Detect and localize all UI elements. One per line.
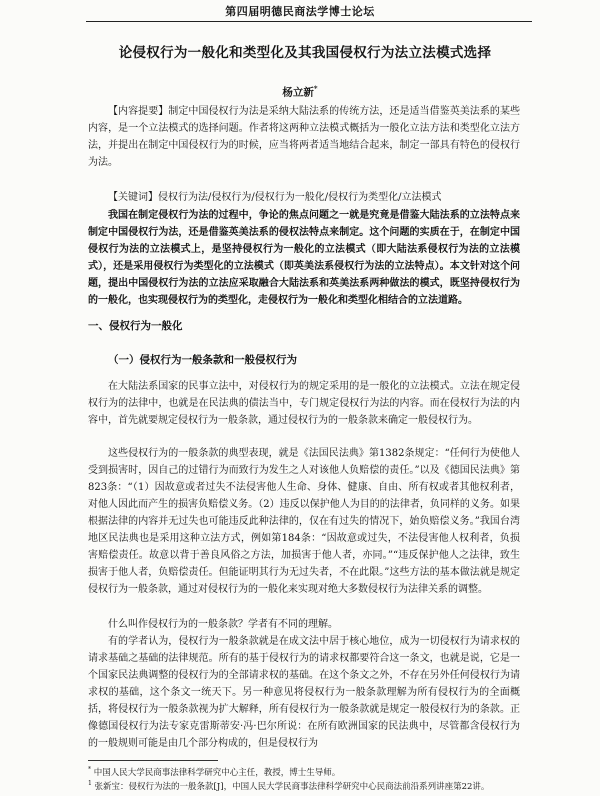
author-line (0, 84, 600, 100)
subsection-heading: （一）侵权行为一般条款和一般侵权行为 (108, 354, 297, 366)
author-name: 杨立新 (282, 86, 314, 99)
footnote-rule (88, 760, 218, 761)
author-footnote-mark: * (313, 84, 318, 93)
paper-title: 论侵权行为一般化和类型化及其我国侵权行为法立法模式选择 (118, 45, 492, 61)
body-paragraph: 什么叫作侵权行为的一般条款？学者有不同的理解。 (108, 619, 338, 630)
introduction: 我国在制定侵权行为法的过程中，争论的焦点问题之一就是究竟是借鉴大陆法系的立法特点来制定中国侵权行为法，还是借鉴英美法系的侵权法特点来制定。这个问题的实质在于，在制定中国侵权行为法的立法模式上，是坚持侵权行为一般化的立法模式（即大陆法系侵权行为法的立法模式），还是采用侵权行为类型化的立法模式（即英美法系侵权行为法的立法特点）。本文针对这个问题，提出中国侵权行为法的立法应采取融合大陆法系和英美法系两种做法的模式，既坚持侵权行为的一般化，也实现侵权行为的类型化，走侵权行为一般化和类型化相结合的立法道路。 (88, 210, 520, 306)
keywords: 【关键词】侵权行为法/侵权行为/侵权行为一般化/侵权行为类型化/立法模式 (108, 192, 442, 203)
footnote-mark: 1 (88, 780, 92, 787)
body-paragraph: 有的学者认为，侵权行为一般条款就是在成文法中居于核心地位，成为一切侵权行为请求权的请求基础之基础的法律规范。所有的基于侵权行为的请求权都要符合这一条文，也就是说，它是一个国家民法典调整的侵权行为的全部请求权的基础。在这个条文之外，不存在另外任何侵权行为请求权的基础，这个条文一统天下。另一种意见将侵权行为一般条款理解为所有侵权行为的全面概括，将侵权行为一般条款视为扩大解释，所有侵权行为一般条款就是规定一般侵权行为的条款。正像德国侵权行为法专家克雷斯蒂安·冯·巴尔所说：在所有欧洲国家的民法典中，尽管都含侵权行为的一般规则可能是由几个部分构成的，但是侵权行为 (88, 636, 520, 749)
footnote-mark: * (88, 766, 91, 773)
footnote-text: 张新宝：侵权行为法的一般条款[J]，中国人民大学民商事法律科学研究中心民商法前沿系列讲座第22讲。 (94, 781, 490, 792)
section-heading: 一、侵权行为一般化 (88, 320, 183, 332)
header-rule (86, 21, 532, 22)
body-paragraph: 这些侵权行为的一般条款的典型表现，就是《法国民法典》第1382条规定：“任何行为使他人受到损害时，因自己的过错行为而致行为发生之人对该他人负赔偿的责任。”以及《德国民法典》第823条：“（1）因故意或者过失不法侵害他人生命、身体、健康、自由、所有权或者其他权利者，对他人因此而产生的损害负赔偿义务。（2）违反以保护他人为目的的法律者，负同样的义务。如果根据法律的内容并无过失也可能违反此种法律的，仅在有过失的情况下，始负赔偿义务。”我国台湾地区民法典也是采用这种立法方式，例如第184条：“因故意或过失，不法侵害他人权利者，负损害赔偿责任。故意以背于善良风俗之方法，加损害于他人者，亦同。”“违反保护他人之法律，致生损害于他人者，负赔偿责任。但能证明其行为无过失者，不在此限。”这些方法的基本做法就是规定侵权行为一般条款，通过对侵权行为的一般化来实现对绝大多数侵权行为法律关系的调整。 (88, 448, 520, 595)
footnote-text: 中国人民大学民商事法律科学研究中心主任，教授，博士生导师。 (93, 767, 341, 778)
running-header: 第四届明德民商法学博士论坛 (225, 5, 375, 18)
abstract: 【内容提要】制定中国侵权行为法是采纳大陆法系的传统方法，还是适当借鉴英美法系的某些内容，是一个立法模式的选择问题。作者将这两种立法模式概括为一般化立法方法和类型化立法方法，并提出在制定中国侵权行为的时候，应当将两者适当地结合起来，制定一部具有特色的侵权行为法。 (88, 106, 520, 168)
footnote (88, 764, 528, 779)
footnote (88, 778, 528, 793)
body-paragraph: 在大陆法系国家的民事立法中，对侵权行为的规定采用的是一般化的立法模式。立法在规定侵权行为的法律中，也就是在民法典的债法当中，专门规定侵权行为法的内容。而在侵权行为法的内容中，首先就要规定侵权行为一般条款，通过侵权行为的一般条款来确定一般侵权行为。 (88, 381, 520, 426)
